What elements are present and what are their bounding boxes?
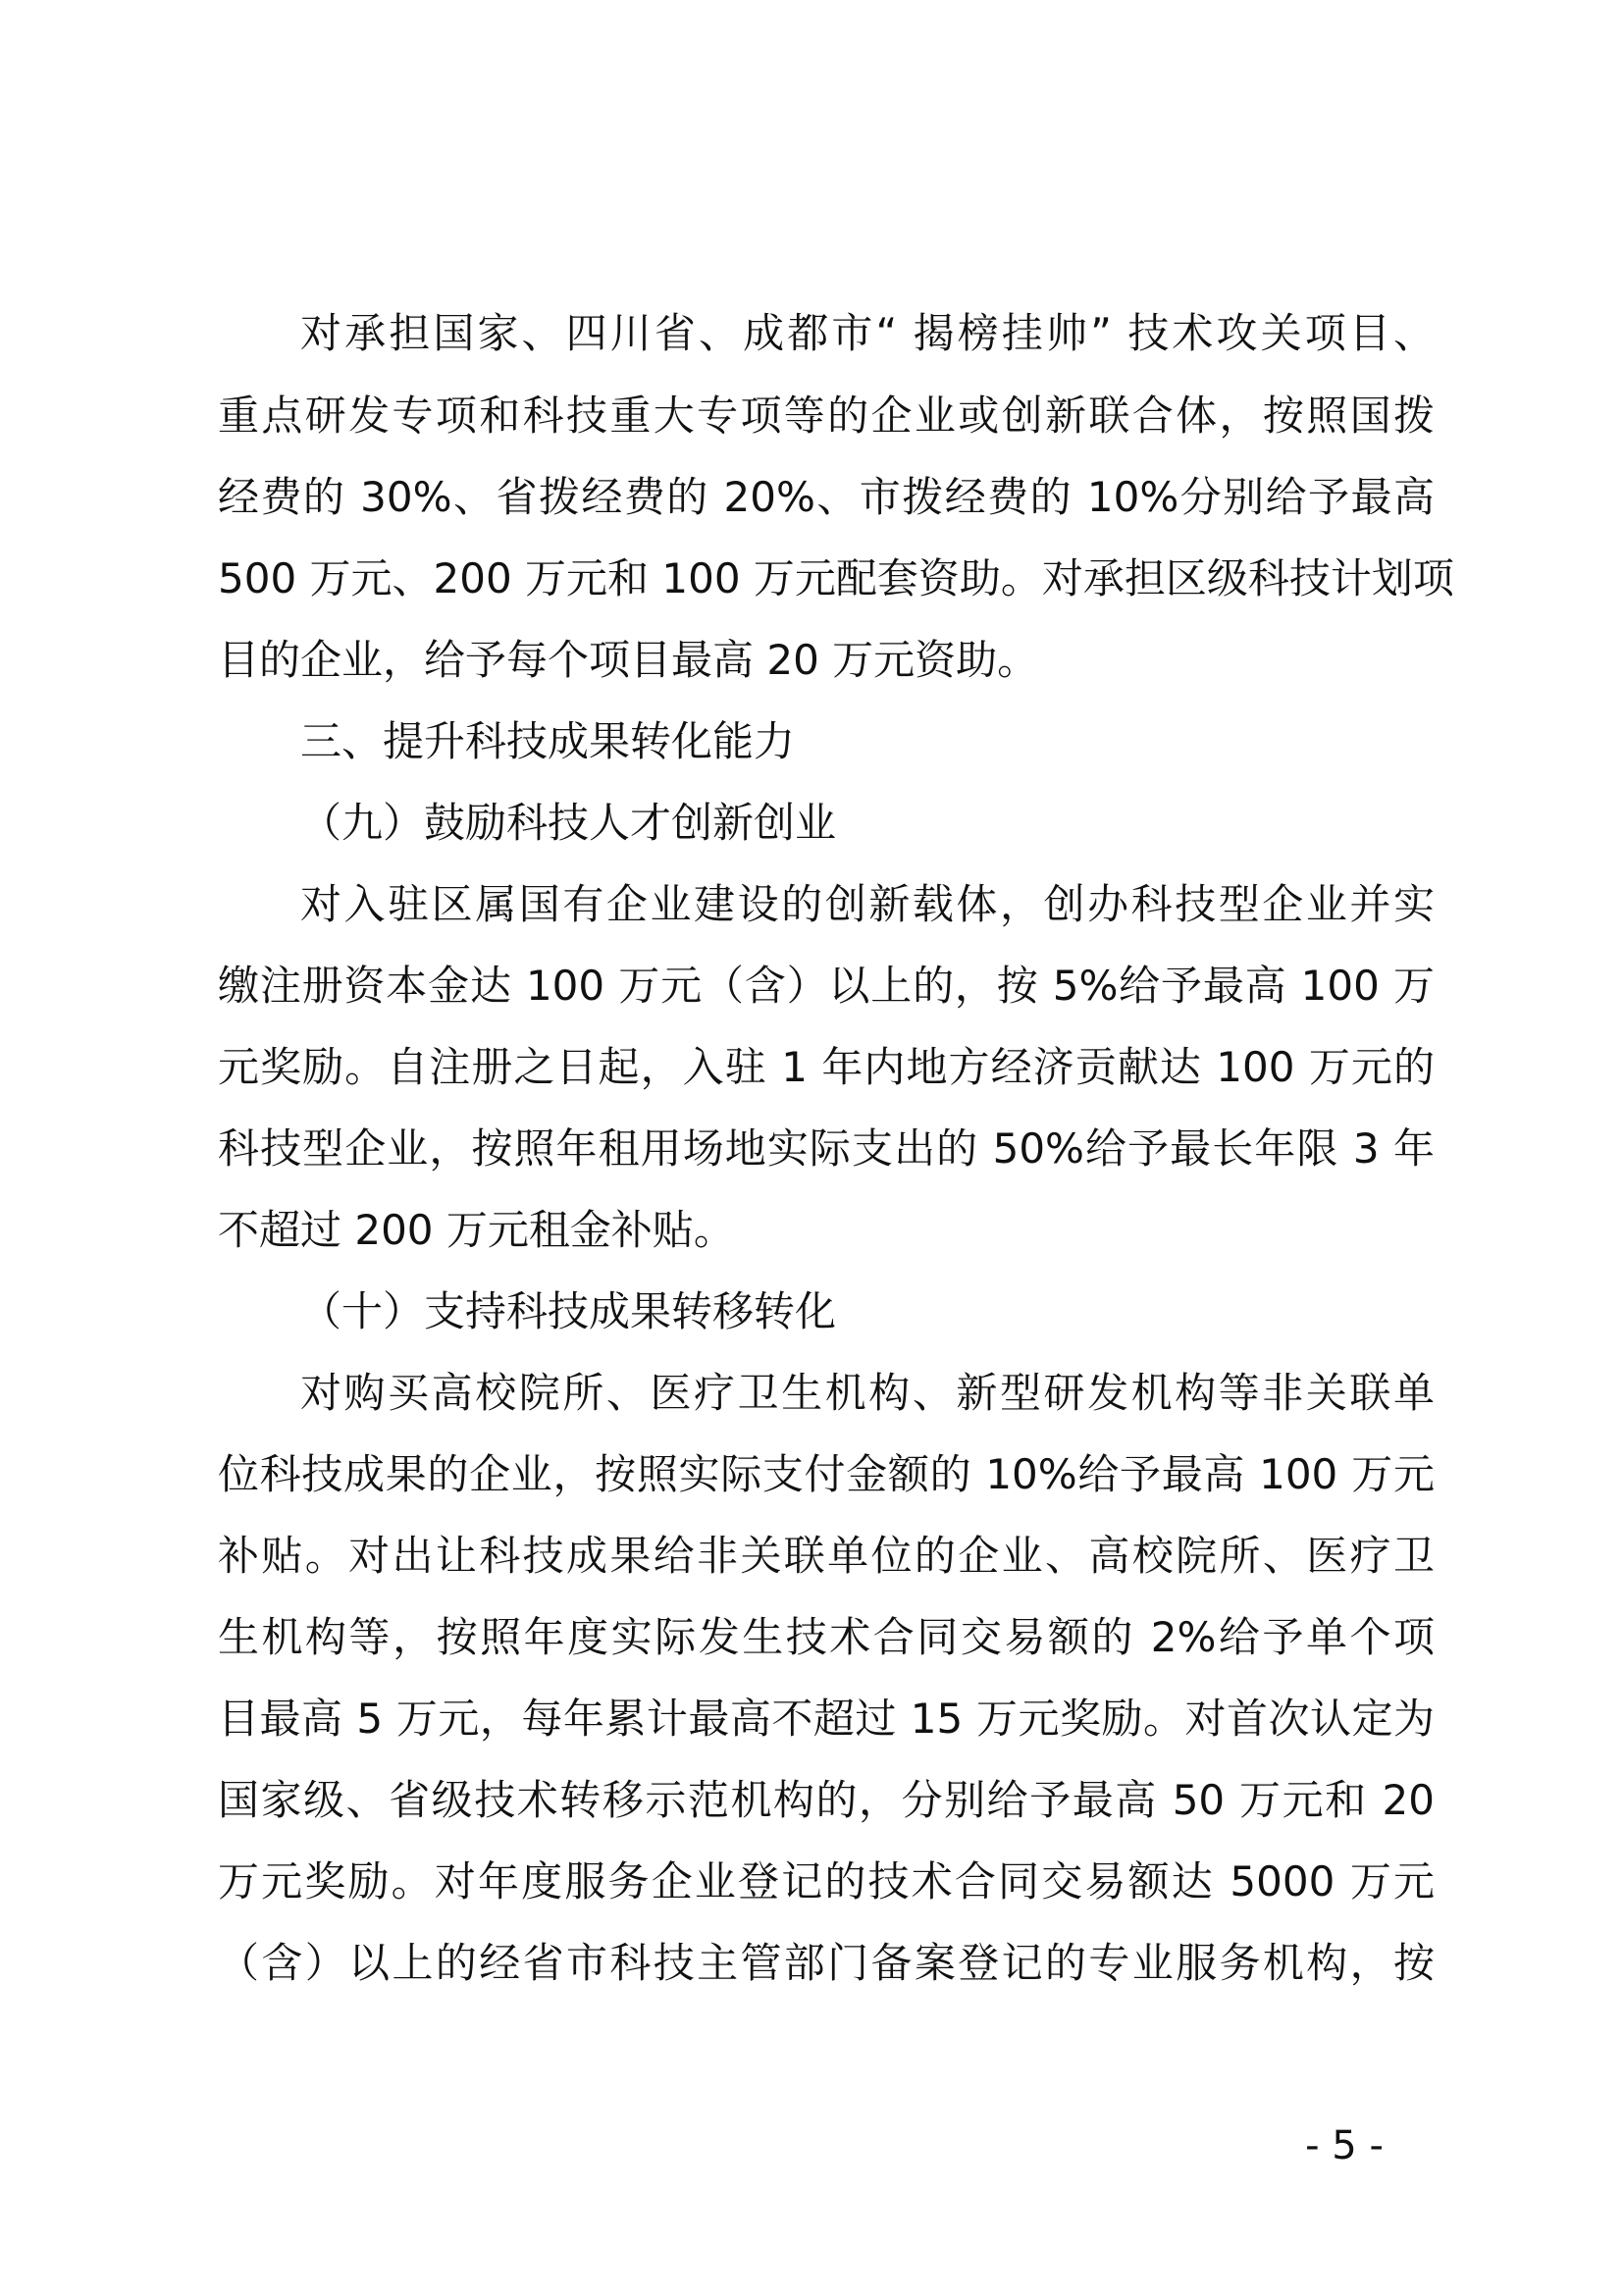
body-line: 科技型企业，按照年租用场地实际支出的 50%给予最长年限 3 年 xyxy=(218,1124,1435,1173)
section-heading: 三、提升科技成果转化能力 xyxy=(300,717,796,765)
body-line: 经费的 30%、省拨经费的 20%、市拨经费的 10%分别给予最高 xyxy=(218,473,1435,521)
body-line: 生机构等，按照年度实际发生技术合同交易额的 2%给予单个项 xyxy=(218,1613,1435,1661)
subsection-heading: （十）支持科技成果转移转化 xyxy=(300,1287,837,1335)
body-line: 目的企业，给予每个项目最高 20 万元资助。 xyxy=(218,636,1039,684)
body-line: 对入驻区属国有企业建设的创新载体，创办科技型企业并实 xyxy=(300,880,1435,928)
subsection-heading: （九）鼓励科技人才创新创业 xyxy=(300,799,837,847)
body-line: 目最高 5 万元，每年累计最高不超过 15 万元奖励。对首次认定为 xyxy=(218,1695,1435,1743)
body-line: 重点研发专项和科技重大专项等的企业或创新联合体，按照国拨 xyxy=(218,391,1435,440)
body-line: 对承担国家、四川省、成都市“ 揭榜挂帅” 技术攻关项目、 xyxy=(300,309,1435,357)
body-line: 对购买高校院所、医疗卫生机构、新型研发机构等非关联单 xyxy=(300,1369,1435,1417)
body-line: 500 万元、200 万元和 100 万元配套资助。对承担区级科技计划项 xyxy=(218,554,1454,602)
page-number: - 5 - xyxy=(1305,2123,1384,2168)
body-line: 不超过 200 万元租金补贴。 xyxy=(218,1206,735,1254)
body-line: （含）以上的经省市科技主管部门备案登记的专业服务机构，按 xyxy=(218,1939,1435,1987)
body-line: 元奖励。自注册之日起，入驻 1 年内地方经济贡献达 100 万元的 xyxy=(218,1043,1435,1091)
body-line: 国家级、省级技术转移示范机构的，分别给予最高 50 万元和 20 xyxy=(218,1776,1435,1824)
body-line: 缴注册资本金达 100 万元（含）以上的，按 5%给予最高 100 万 xyxy=(218,962,1435,1010)
body-line: 位科技成果的企业，按照实际支付金额的 10%给予最高 100 万元 xyxy=(218,1450,1435,1498)
body-line: 万元奖励。对年度服务企业登记的技术合同交易额达 5000 万元 xyxy=(218,1857,1435,1905)
body-line: 补贴。对出让科技成果给非关联单位的企业、高校院所、医疗卫 xyxy=(218,1532,1435,1580)
